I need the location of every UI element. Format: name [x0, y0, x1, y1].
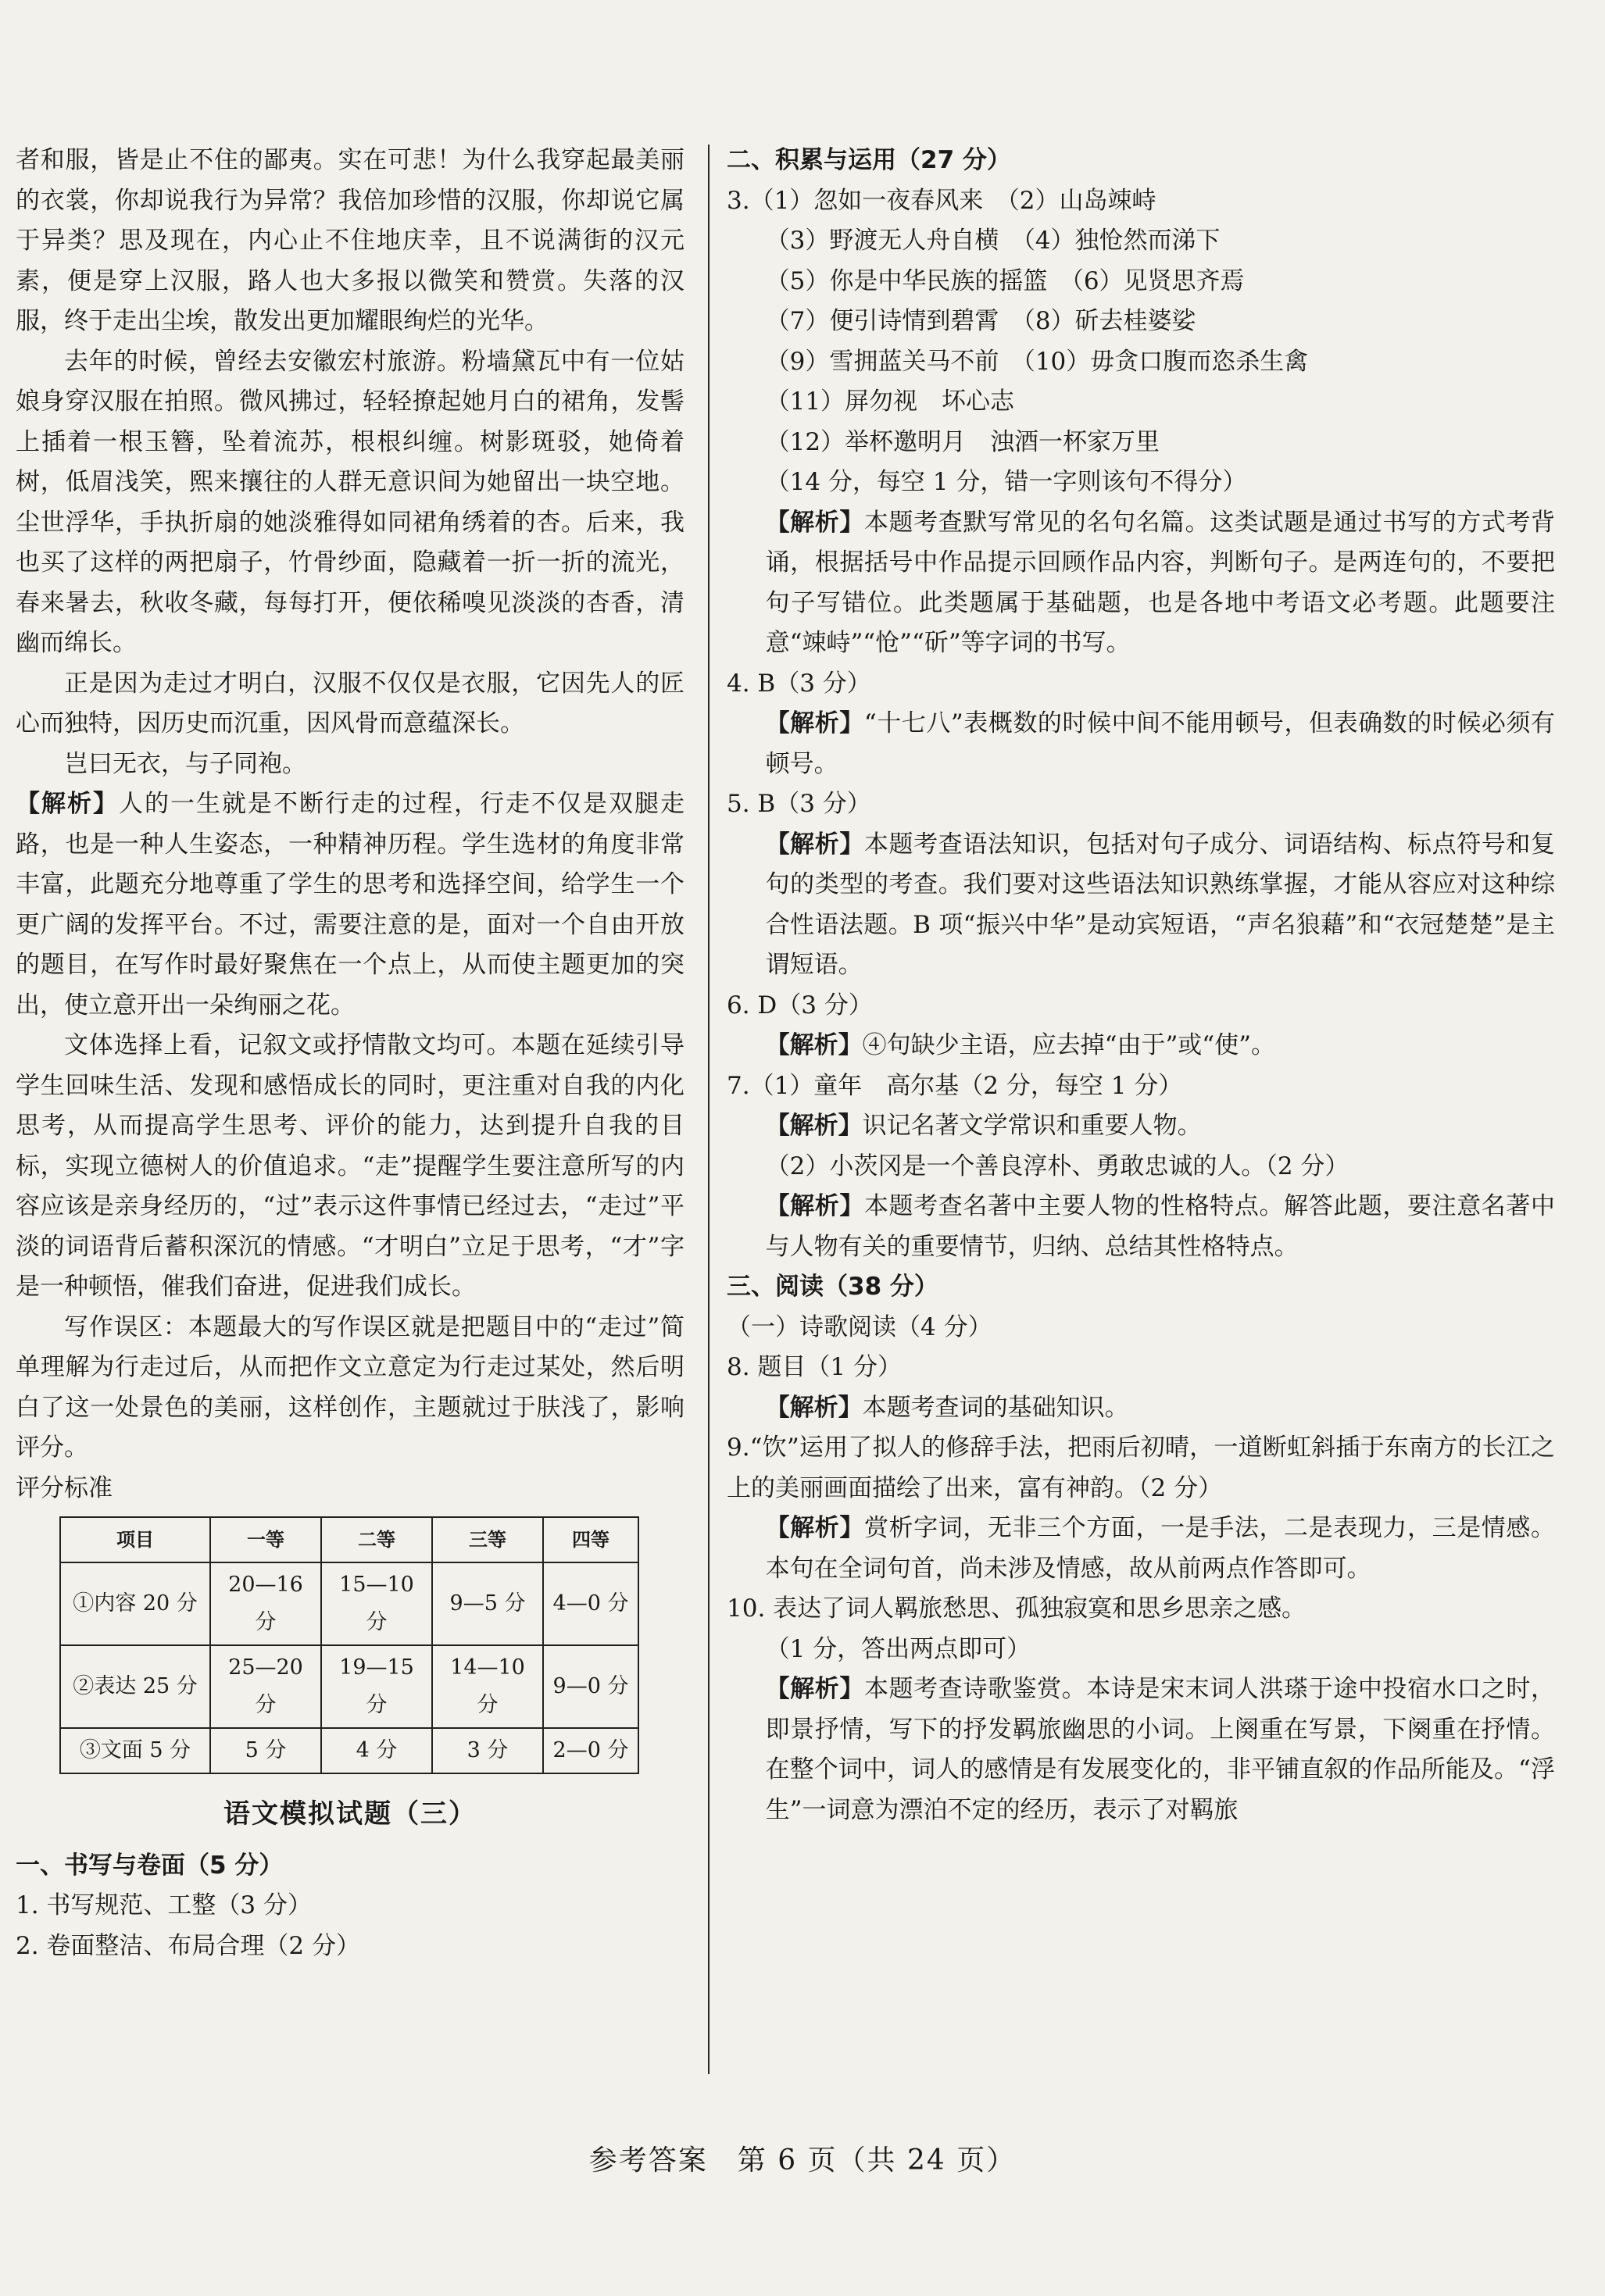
section-heading: 一、书写与卷面（5 分） — [16, 1851, 284, 1880]
analysis-paragraph: 文体选择上看，记叙文或抒情散文均可。本题在延续引导学生回味生活、发现和感悟成长的同时，更注重对自我的内化思考，从而提高学生思考、评价的能力，达到提升自我的目标，实现立德树人的价值追求。“走”提醒学生要注意所写的内容应该是亲身经历的，“过”表示这件事情已经过去，“走过”平淡的词语背后蓄积深沉的情感。“才明白”立足于思考，“才”字是一种顿悟，催我们奋进，促进我们成长。 — [16, 1031, 685, 1301]
analysis-label: 【解析】 — [765, 830, 864, 859]
table-header-row: 项目 一等 二等 三等 四等 — [60, 1517, 638, 1562]
analysis-paragraph: 写作误区：本题最大的写作误区就是把题目中的“走过”简单理解为行走过后，从而把作文立意定为行走过某处，然后明白了这一处景色的美丽，这样创作，主题就过于肤浅了，影响评分。 — [16, 1312, 685, 1462]
essay-paragraph: 岂曰无衣，与子同袍。 — [64, 749, 306, 778]
table-row: ②表达 25 分 25—20 分 19—15 分 14—10 分 9—0 分 — [60, 1645, 638, 1728]
exam-title: 语文模拟试题（三） — [223, 1798, 477, 1830]
analysis-paragraph: 【解析】④句缺少主语，应去掉“由于”或“使”。 — [765, 1031, 1275, 1059]
subsection-heading: （一）诗歌阅读（4 分） — [727, 1312, 992, 1341]
section-heading: 三、阅读（38 分） — [727, 1273, 938, 1301]
answer-line: 2. 卷面整洁、布局合理（2 分） — [16, 1931, 361, 1960]
answer-line: 4. B（3 分） — [727, 669, 871, 698]
answer-line: 7.（1）童年 高尔基（2 分，每空 1 分） — [727, 1071, 1183, 1100]
answer-line: 9.“饮”运用了拟人的修辞手法，把雨后初晴，一道断虹斜插于东南方的长江之上的美丽画面描绘了出来，富有神韵。（2 分） — [727, 1434, 1555, 1502]
table-row: ①内容 20 分 20—16 分 15—10 分 9—5 分 4—0 分 — [60, 1562, 638, 1645]
analysis-label: 【解析】 — [765, 1393, 863, 1422]
table-row: ③文面 5 分 5 分 4 分 3 分 2—0 分 — [60, 1728, 638, 1773]
analysis-label: 【解析】 — [765, 1031, 863, 1059]
answer-line: 3.（1）忽如一夜春风来 （2）山岛竦峙 — [727, 186, 1156, 215]
answer-line: （5）你是中华民族的摇篮 （6）见贤思齐焉 — [765, 266, 1245, 295]
answer-line: （14 分，每空 1 分，错一字则该句不得分） — [765, 468, 1247, 496]
answer-line: （7）便引诗情到碧霄 （8）斫去桂婆娑 — [765, 307, 1196, 335]
left-column — [16, 141, 685, 1966]
analysis-label: 【解析】 — [765, 508, 864, 537]
answer-line: （2）小茨冈是一个善良淳朴、勇敢忠诚的人。（2 分） — [765, 1152, 1349, 1180]
analysis-paragraph: 【解析】本题考查词的基础知识。 — [765, 1393, 1129, 1422]
analysis-label: 【解析】 — [16, 790, 119, 818]
analysis-paragraph: 【解析】本题考查名著中主要人物的性格特点。解答此题，要注意名著中与人物有关的重要情节，归纳、总结其性格特点。 — [765, 1192, 1555, 1261]
section-heading: 二、积累与运用（27 分） — [727, 146, 1011, 174]
right-column — [727, 141, 1555, 1830]
analysis-label: 【解析】 — [765, 1514, 864, 1542]
answer-line: （11）屏勿视 坏心志 — [765, 387, 1015, 416]
score-standard-title: 评分标准 — [16, 1473, 113, 1502]
answer-line: （3）野渡无人舟自横 （4）独怆然而涕下 — [765, 227, 1221, 255]
analysis-paragraph: 【解析】识记名著文学常识和重要人物。 — [765, 1112, 1202, 1140]
answer-line: 8. 题目（1 分） — [727, 1353, 903, 1381]
analysis-paragraph: 【解析】“十七八”表概数的时候中间不能用顿号，但表确数的时候必须有顿号。 — [765, 709, 1555, 778]
analysis-paragraph: 【解析】人的一生就是不断行走的过程，行走不仅是双腿走路，也是一种人生姿态，一种精神历程。学生选材的角度非常丰富，此题充分地尊重了学生的思考和选择空间，给学生一个更广阔的发挥平台。不过，需要注意的是，面对一个自由开放的题目，在写作时最好聚焦在一个点上，从而使主题更加的突出，使立意开出一朵绚丽之花。 — [16, 790, 685, 1019]
answer-line: （12）举杯邀明月 浊酒一杯家万里 — [765, 427, 1160, 456]
answer-line: （1 分，答出两点即可） — [765, 1634, 1031, 1663]
page-footer: 参考答案 第 6 页（共 24 页） — [588, 2144, 1017, 2176]
score-table — [59, 1516, 639, 1774]
analysis-paragraph: 【解析】本题考查诗歌鉴赏。本诗是宋末词人洪瑹于途中投宿水口之时，即景抒情，写下的抒发羁旅幽思的小词。上阕重在写景，下阕重在抒情。在整个词中，词人的感情是有发展变化的，非平铺直叙的作品所能及。“浮生”一词意为漂泊不定的经历，表示了对羁旅 — [765, 1675, 1555, 1824]
answer-line: 1. 书写规范、工整（3 分） — [16, 1891, 313, 1919]
answer-line: （9）雪拥蓝关马不前 （10）毋贪口腹而恣杀生禽 — [765, 347, 1309, 376]
analysis-label: 【解析】 — [765, 1675, 864, 1703]
analysis-paragraph: 【解析】本题考查语法知识，包括对句子成分、词语结构、标点符号和复句的类型的考查。我们要对这些语法知识熟练掌握，才能从容应对这种综合性语法题。B 项“振兴中华”是动宾短语，“声名狼藉”和“衣冠楚楚”是主谓短语。 — [765, 830, 1555, 979]
analysis-label: 【解析】 — [765, 1112, 863, 1140]
answer-line: 10. 表达了词人羁旅愁思、孤独寂寞和思乡思亲之感。 — [727, 1594, 1307, 1623]
analysis-paragraph: 【解析】赏析字词，无非三个方面，一是手法，二是表现力，三是情感。本句在全词句首，尚未涉及情感，故从前两点作答即可。 — [765, 1514, 1555, 1583]
essay-paragraph: 去年的时候，曾经去安徽宏村旅游。粉墙黛瓦中有一位姑娘身穿汉服在拍照。微风拂过，轻轻撩起她月白的裙角，发髻上插着一根玉簪，坠着流苏，根根纠缠。树影斑驳，她倚着树，低眉浅笑，熙来攘往的人群无意识间为她留出一块空地。尘世浮华，手执折扇的她淡雅得如同裙角绣着的杏。后来，我也买了这样的两把扇子，竹骨纱面，隐藏着一折一折的流光，春来暑去，秋收冬藏，每每打开，便依稀嗅见淡淡的杏香，清幽而绵长。 — [16, 347, 685, 657]
column-divider — [708, 145, 710, 2074]
analysis-paragraph: 【解析】本题考查默写常见的名句名篇。这类试题是通过书写的方式考背诵，根据括号中作品提示回顾作品内容，判断句子。是两连句的，不要把句子写错位。此类题属于基础题，也是各地中考语文必考题。此题要注意“竦峙”“怆”“斫”等字词的书写。 — [765, 508, 1555, 657]
answer-line: 5. B（3 分） — [727, 790, 871, 818]
essay-paragraph: 者和服，皆是止不住的鄙夷。实在可悲！为什么我穿起最美丽的衣裳，你却说我行为异常？我倍加珍惜的汉服，你却说它属于异类？思及现在，内心止不住地庆幸，且不说满街的汉元素，便是穿上汉服，路人也大多报以微笑和赞赏。失落的汉服，终于走出尘埃，散发出更加耀眼绚烂的光华。 — [16, 146, 685, 335]
analysis-label: 【解析】 — [765, 1192, 864, 1220]
analysis-label: 【解析】 — [765, 709, 864, 737]
answer-line: 6. D（3 分） — [727, 991, 873, 1019]
essay-paragraph: 正是因为走过才明白，汉服不仅仅是衣服，它因先人的匠心而独特，因历史而沉重，因风骨而意蕴深长。 — [16, 669, 685, 737]
